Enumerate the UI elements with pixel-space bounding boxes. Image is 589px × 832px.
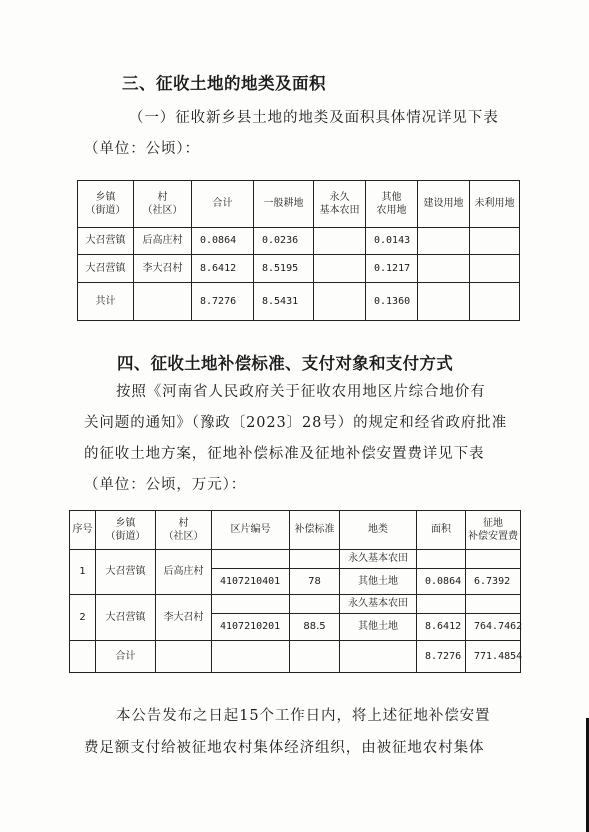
header-cell: 区片编号	[212, 511, 290, 550]
cell: 0.1217	[366, 255, 418, 283]
header-cell: 合计	[192, 181, 254, 228]
table-row	[78, 255, 520, 283]
closing-line-2: 费足额支付给被征地农村集体经济组织，由被征地农村集体	[84, 740, 485, 756]
cell: 0.0236	[254, 228, 314, 255]
cell: 88.5	[290, 614, 340, 641]
table-row	[70, 550, 521, 569]
section-4-heading: 四、征收土地补偿标准、支付对象和支付方式	[117, 354, 453, 373]
cell: 其他土地	[340, 569, 417, 595]
closing-line-1: 本公告发布之日起15个工作日内，将上述征地补偿安置	[116, 708, 491, 724]
section-3-line-1: （一）征收新乡县土地的地类及面积具体情况详见下表	[129, 110, 499, 126]
table-header-row	[70, 511, 521, 550]
header-cell: 面积	[417, 511, 466, 550]
cell: 8.6412	[192, 255, 254, 283]
header-cell: 序号	[70, 511, 96, 550]
cell	[470, 255, 520, 283]
cell: 0.0864	[192, 228, 254, 255]
table-total-row	[70, 641, 521, 673]
cell: 李大召村	[156, 595, 212, 641]
cell: 6.7392	[466, 569, 521, 595]
cell: 其他土地	[340, 614, 417, 641]
cell: 8.5195	[254, 255, 314, 283]
cell	[340, 641, 417, 673]
cell	[212, 550, 290, 569]
cell: 大召营镇	[78, 228, 134, 255]
cell	[466, 550, 521, 569]
cell: 大召营镇	[96, 595, 156, 641]
cell	[418, 228, 470, 255]
cell: 大召营镇	[78, 255, 134, 283]
cell: 771.4854	[466, 641, 521, 673]
header-cell: 村 （社区）	[134, 181, 192, 228]
cell	[314, 255, 366, 283]
header-cell: 地类	[340, 511, 417, 550]
land-type-area-table	[77, 180, 520, 321]
header-cell: 乡镇 （街道）	[96, 511, 156, 550]
cell: 李大召村	[134, 255, 192, 283]
cell	[466, 595, 521, 614]
cell: 764.7462	[466, 614, 521, 641]
cell: 8.6412	[417, 614, 466, 641]
cell: 8.5431	[254, 283, 314, 321]
cell	[156, 641, 212, 673]
cell: 后高庄村	[134, 228, 192, 255]
cell: 8.7276	[417, 641, 466, 673]
cell	[314, 228, 366, 255]
cell: 永久基本农田	[340, 595, 417, 614]
section-4-line-1: 按照《河南省人民政府关于征收农用地区片综合地价有	[116, 384, 486, 400]
header-cell: 征地 补偿安置费	[466, 511, 521, 550]
table-row	[78, 228, 520, 255]
cell	[212, 595, 290, 614]
cell	[417, 595, 466, 614]
table-header-row	[78, 181, 520, 228]
cell	[470, 228, 520, 255]
section-4-line-3: 的征收土地方案，征地补偿标准及征地补偿安置费详见下表	[84, 446, 485, 462]
table-total-row	[78, 283, 520, 321]
header-cell: 建设用地	[418, 181, 470, 228]
header-cell: 其他 农用地	[366, 181, 418, 228]
section-4-line-2: 关问题的通知》（豫政〔2023〕28号）的规定和经省政府批准	[84, 415, 508, 431]
cell	[134, 283, 192, 321]
cell	[417, 550, 466, 569]
table-row	[70, 595, 521, 614]
cell	[418, 283, 470, 321]
section-3-line-2: （单位：公顷）：	[84, 141, 200, 157]
section-3-heading: 三、征收土地的地类及面积	[122, 74, 326, 93]
cell: 大召营镇	[96, 550, 156, 595]
compensation-table	[69, 510, 521, 673]
header-cell: 一般耕地	[254, 181, 314, 228]
cell	[70, 641, 96, 673]
cell: 合计	[96, 641, 156, 673]
cell: 0.0143	[366, 228, 418, 255]
section-4-line-4: （单位：公顷，万元）：	[84, 477, 247, 493]
cell: 0.1360	[366, 283, 418, 321]
cell	[212, 641, 290, 673]
cell	[314, 283, 366, 321]
cell: 4107210401	[212, 569, 290, 595]
cell: 1	[70, 550, 96, 595]
cell: 8.7276	[192, 283, 254, 321]
cell: 共计	[78, 283, 134, 321]
cell	[470, 283, 520, 321]
header-cell: 乡镇 （街道）	[78, 181, 134, 228]
cell: 2	[70, 595, 96, 641]
cell	[290, 595, 340, 614]
header-cell: 村 （社区）	[156, 511, 212, 550]
cell: 0.0864	[417, 569, 466, 595]
cell: 4107210201	[212, 614, 290, 641]
header-cell: 补偿标准	[290, 511, 340, 550]
cell: 78	[290, 569, 340, 595]
cell	[418, 255, 470, 283]
cell: 永久基本农田	[340, 550, 417, 569]
header-cell: 永久 基本农田	[314, 181, 366, 228]
cell	[290, 641, 340, 673]
header-cell: 未利用地	[470, 181, 520, 228]
cell: 后高庄村	[156, 550, 212, 595]
cell	[290, 550, 340, 569]
